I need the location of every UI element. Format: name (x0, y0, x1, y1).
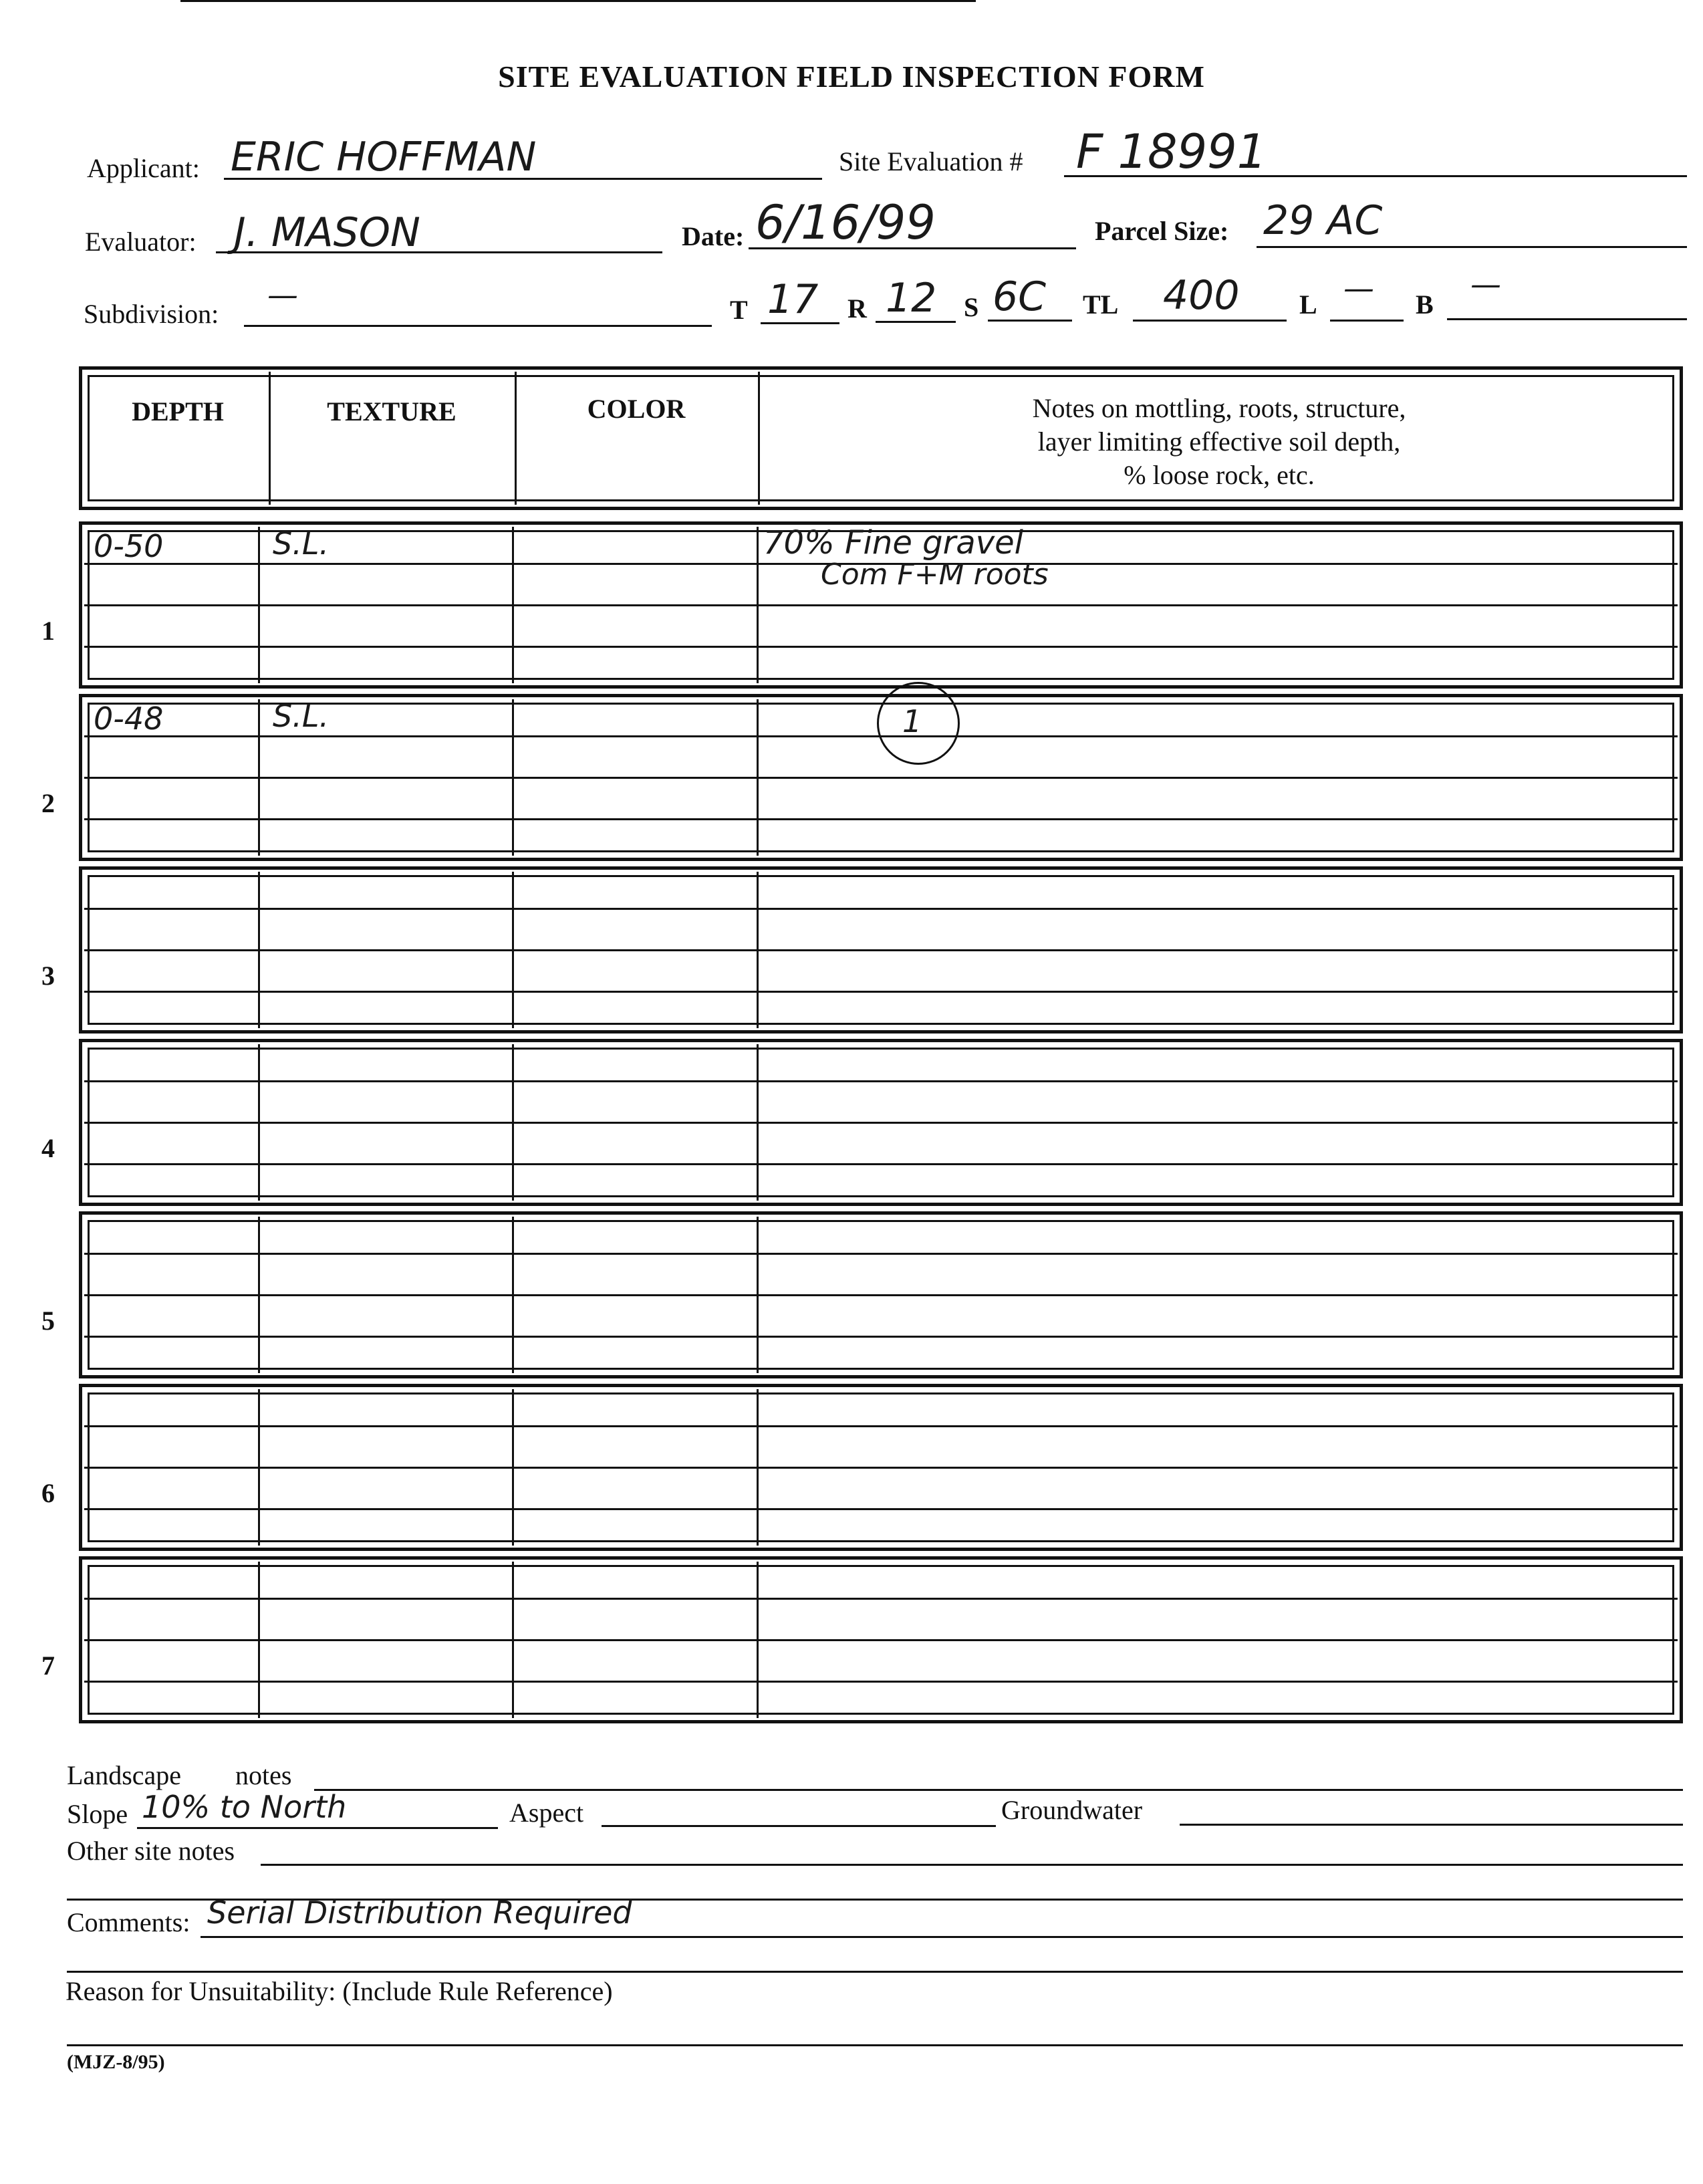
row-5-divider-3 (757, 1217, 759, 1373)
row-texture: S.L. (273, 698, 330, 734)
subdivision-value: — (267, 277, 298, 313)
row-6-subline-3 (84, 1508, 1678, 1510)
row-5-subline-2 (84, 1294, 1678, 1296)
subdivision-line (244, 325, 712, 327)
other-site-notes-label: Other site notes (67, 1836, 235, 1866)
date-line (749, 247, 1076, 249)
comments-line-2 (67, 1971, 1683, 1973)
form-title: SITE EVALUATION FIELD INSPECTION FORM (498, 59, 1205, 94)
b-value: — (1470, 266, 1501, 302)
row-2-divider-3 (757, 699, 759, 856)
header-color: COLOR (587, 394, 686, 424)
header-divider-2 (515, 372, 517, 505)
row-number: 1 (41, 616, 55, 646)
row-number: 7 (41, 1651, 55, 1681)
site-eval-line (1064, 175, 1687, 177)
aspect-line (602, 1825, 996, 1827)
site-eval-label: Site Evaluation # (839, 146, 1023, 176)
row-1-divider-3 (757, 527, 759, 683)
row-3-divider-1 (258, 872, 260, 1028)
row-6-divider-3 (757, 1389, 759, 1546)
s-value: 6C (993, 273, 1047, 320)
top-edge-line (180, 0, 976, 2)
evaluator-value: J. MASON (234, 209, 420, 256)
row-6-divider-1 (258, 1389, 260, 1546)
comments-line-1 (201, 1936, 1683, 1938)
applicant-line (224, 178, 822, 180)
s-label: S (964, 292, 979, 322)
reason-line (67, 2044, 1683, 2046)
tl-label: TL (1083, 289, 1119, 320)
row-2-divider-2 (512, 699, 514, 856)
row-1-divider-1 (258, 527, 260, 683)
landscape-label: Landscape (67, 1760, 182, 1790)
parcel-line (1257, 246, 1687, 248)
row-7-divider-3 (757, 1562, 759, 1718)
notes-label: notes (235, 1760, 292, 1790)
row-3-subline-1 (84, 908, 1678, 910)
applicant-value: ERIC HOFFMAN (231, 134, 537, 180)
row-4-subline-2 (84, 1122, 1678, 1124)
row-number: 3 (41, 961, 55, 991)
row-7-subline-1 (84, 1598, 1678, 1600)
header-notes-line-3: % loose rock, etc. (1124, 460, 1315, 490)
tl-value: 400 (1163, 272, 1240, 319)
reason-label: Reason for Unsuitability: (Include Rule Reference) (66, 1976, 613, 2006)
header-depth: DEPTH (132, 396, 224, 427)
form-code: (MJZ-8/95) (67, 2051, 165, 2073)
row-1-divider-2 (512, 527, 514, 683)
row-texture: S.L. (273, 525, 330, 562)
slope-label: Slope (67, 1799, 128, 1829)
row-note-1: 70% Fine gravel (763, 524, 1023, 562)
row-1-subline-3 (84, 646, 1678, 648)
applicant-label: Applicant: (87, 153, 200, 183)
tl-line (1133, 320, 1287, 322)
r-line (876, 321, 956, 323)
date-label: Date: (682, 221, 745, 251)
row-note-2: Com F+M roots (821, 558, 1049, 592)
groundwater-label: Groundwater (1001, 1795, 1143, 1825)
header-divider-1 (269, 372, 271, 505)
evaluator-label: Evaluator: (85, 227, 196, 257)
row-5-subline-1 (84, 1253, 1678, 1255)
row-4-subline-3 (84, 1163, 1678, 1165)
aspect-label: Aspect (509, 1798, 584, 1828)
subdivision-label: Subdivision: (84, 299, 219, 329)
l-line (1330, 320, 1404, 322)
header-notes-line-2: layer limiting effective soil depth, (1037, 427, 1401, 457)
date-value: 6/16/99 (755, 195, 936, 250)
row-depth: 0-50 (94, 528, 164, 564)
comments-label: Comments: (67, 1907, 190, 1937)
row-2-subline-2 (84, 777, 1678, 779)
r-value: 12 (886, 275, 937, 322)
row-5-divider-1 (258, 1217, 260, 1373)
t-label: T (730, 295, 748, 325)
row-3-divider-2 (512, 872, 514, 1028)
groundwater-line (1180, 1824, 1683, 1826)
row-7-subline-3 (84, 1681, 1678, 1683)
b-line (1447, 318, 1687, 320)
row-4-subline-1 (84, 1080, 1678, 1082)
row-3-subline-3 (84, 991, 1678, 993)
other-notes-line-1 (261, 1864, 1683, 1866)
row-7-subline-2 (84, 1639, 1678, 1641)
r-label: R (847, 293, 867, 324)
row-6-divider-2 (512, 1389, 514, 1546)
parcel-value: 29 AC (1263, 197, 1383, 244)
row-5-subline-3 (84, 1336, 1678, 1338)
row-number: 2 (41, 788, 55, 818)
s-line (988, 320, 1072, 322)
row-7-divider-2 (512, 1562, 514, 1718)
row-6-subline-1 (84, 1425, 1678, 1427)
row-7-divider-1 (258, 1562, 260, 1718)
t-value: 17 (767, 276, 819, 323)
row-number: 6 (41, 1478, 55, 1508)
row-4-divider-3 (757, 1044, 759, 1201)
header-notes-line-1: Notes on mottling, roots, structure, (1032, 393, 1406, 423)
header-texture: TEXTURE (327, 396, 456, 427)
slope-line (137, 1827, 498, 1829)
l-value: — (1343, 270, 1374, 306)
row-2-subline-3 (84, 818, 1678, 820)
slope-value: 10% to North (142, 1789, 347, 1825)
row-6-subline-2 (84, 1467, 1678, 1469)
row-1-subline-2 (84, 604, 1678, 606)
row-4-divider-2 (512, 1044, 514, 1201)
row-2-divider-1 (258, 699, 260, 856)
row-number: 4 (41, 1133, 55, 1163)
row-3-subline-2 (84, 949, 1678, 951)
evaluator-line (216, 251, 662, 253)
header-notes (758, 392, 1680, 492)
row-note-1: 1 (902, 703, 922, 739)
row-depth: 0-48 (94, 701, 164, 737)
row-4-divider-1 (258, 1044, 260, 1201)
comments-value: Serial Distribution Required (207, 1895, 632, 1931)
l-label: L (1299, 289, 1317, 320)
landscape-line (314, 1789, 1683, 1791)
row-5-divider-2 (512, 1217, 514, 1373)
t-line (761, 322, 839, 324)
row-3-divider-3 (757, 872, 759, 1028)
site-eval-value: F 18991 (1076, 124, 1267, 179)
row-number: 5 (41, 1306, 55, 1336)
b-label: B (1416, 289, 1434, 320)
parcel-label: Parcel Size: (1095, 216, 1229, 246)
